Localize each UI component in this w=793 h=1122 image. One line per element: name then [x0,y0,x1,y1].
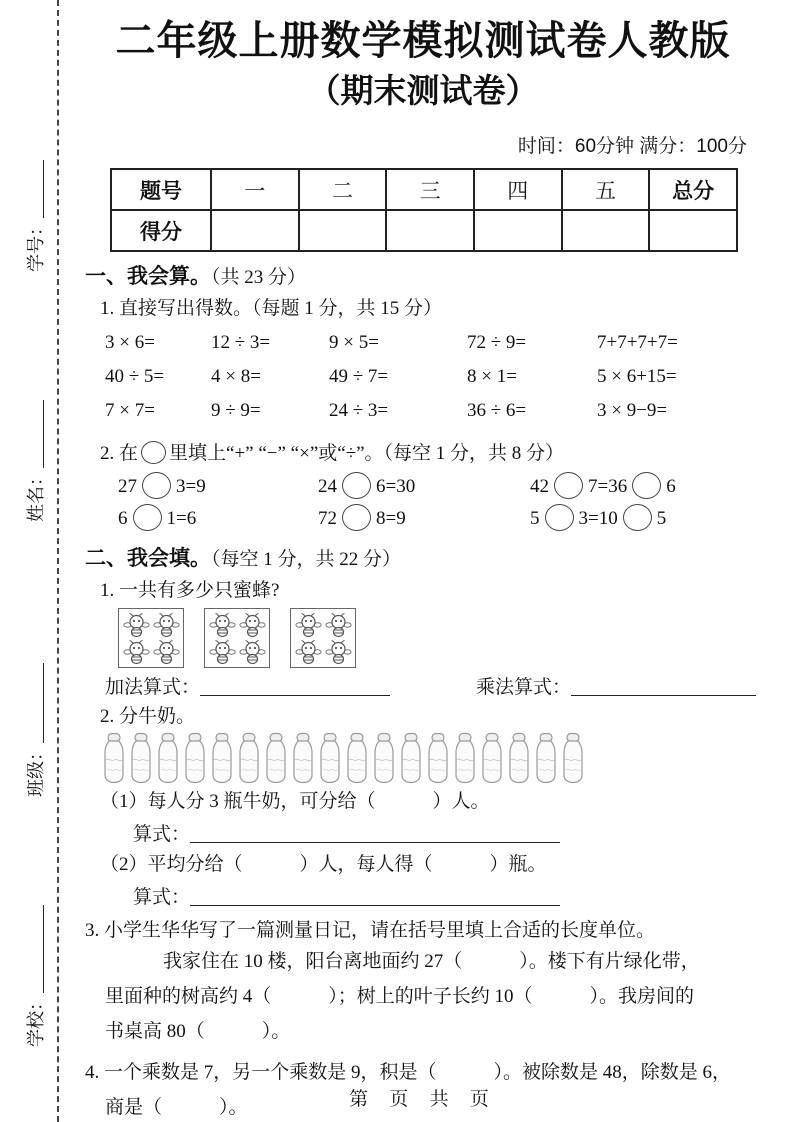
operator-circle-blank[interactable] [632,472,661,499]
math-problem[interactable]: 9 ÷ 9= [211,400,261,421]
operator-circle-blank[interactable] [545,504,574,531]
math-problem[interactable]: 9 × 5= [329,332,379,353]
score-table-score-row [111,210,737,251]
milk-bottle-icon [398,732,424,784]
score-header-5: 五 [562,169,650,210]
name-blank[interactable] [28,400,44,468]
operator-circle-blank[interactable] [342,504,371,531]
page-title: 二年级上册数学模拟测试卷人教版 [115,19,731,63]
fill-operator-equation: 6 1=6 [118,504,318,534]
sidebar-field-school [22,905,48,1047]
milk-bottle-icon [371,732,397,784]
math-problem[interactable]: 72 ÷ 9= [467,332,527,353]
exam-time-score-info: 时间：60分钟 满分：100分 [517,136,747,157]
s1-q2-label-pre: 2. 在 [100,443,139,464]
math-problem[interactable]: 36 ÷ 6= [467,400,527,421]
s1-q2-label-post: 里填上“+” “−” “×”或“÷”。（每空 1 分，共 8 分） [169,443,565,464]
multiplication-answer-line[interactable] [571,679,756,696]
milk-bottle-icon [290,732,316,784]
milk-bottle-icon [506,732,532,784]
math-problem[interactable]: 3 × 9−9= [597,400,668,421]
class-blank[interactable] [28,663,44,743]
formula-label: 算式： [133,887,191,908]
bee-icon [295,612,322,638]
bee-box [118,608,184,668]
score-header-2: 二 [299,169,387,210]
page-footer: 第 页 共 页 [349,1089,497,1110]
milk-bottle-icon [425,732,451,784]
bee-icon [209,612,236,638]
bee-box [204,608,270,668]
problems-grid [105,326,761,428]
math-problem[interactable]: 3 × 6= [105,332,155,353]
page-subtitle: （期末测试卷） [307,72,539,109]
class-label: 班级： [26,743,46,797]
s2-q3-label: 3. 小学生华华写了一篇测量日记，请在括号里填上合适的长度单位。 [85,920,656,941]
milk-bottle-icon [533,732,559,784]
q4-line-1: 4. 一个乘数是 7，另一个乘数是 9，积是（ ）。被除数是 48，除数是 6， [85,1062,732,1083]
math-problem[interactable]: 7+7+7+7= [597,332,678,353]
fill-operator-equation: 5 3=10 5 [530,504,761,534]
bee-icon [123,639,150,665]
score-cell[interactable] [474,210,562,251]
operator-circle-blank[interactable] [623,504,652,531]
q3-line-3: 书桌高 80（ ）。 [105,1021,291,1042]
milk-bottle-icon [479,732,505,784]
fold-dashed-line [57,0,59,1122]
math-problem[interactable]: 5 × 6+15= [597,366,677,387]
bee-icon [239,639,266,665]
fill-operator-equation: 24 6=30 [318,472,530,502]
s2-q1-label: 1. 一共有多少只蜜蜂? [100,580,280,601]
sidebar-field-name [22,400,48,522]
milk-bottle-icon [344,732,370,784]
operator-circle-icon [141,441,166,464]
formula-line-2 [133,886,761,910]
s2-q2-label: 2. 分牛奶。 [100,706,196,727]
sidebar-field-class [22,663,48,797]
math-problem[interactable]: 24 ÷ 3= [329,400,389,421]
addition-answer-line[interactable] [200,679,390,696]
addition-formula-label: 加法算式： [105,677,201,698]
bee-icon [153,612,180,638]
section1-heading-row [85,262,761,292]
score-row-label: 得分 [111,210,211,251]
milk-bottle-icon [209,732,235,784]
student-number-blank[interactable] [28,160,44,218]
bee-icon [295,639,322,665]
milk-bottle-icon [128,732,154,784]
formula-line-1 [133,823,761,847]
milk-bottle-icon [236,732,262,784]
bee-box [290,608,356,668]
milk-bottle-icon [560,732,586,784]
s1-q2-label [100,438,761,470]
section2-note: （每空 1 分，共 22 分） [211,549,402,570]
name-label: 姓名： [26,468,46,522]
score-header-total: 总分 [649,169,737,210]
fill-operator-equation: 27 3=9 [118,472,318,502]
bee-icon [123,612,150,638]
score-cell[interactable] [562,210,650,251]
section1-heading: 一、我会算。 [85,265,211,288]
q4-line-2: 商是（ ）。 [105,1097,248,1118]
fill-operator-equation: 42 7=36 6 [530,472,761,502]
score-header-1: 一 [211,169,299,210]
score-header-4: 四 [474,169,562,210]
school-blank[interactable] [28,905,44,993]
formula-answer-line-1[interactable] [190,826,560,843]
section2-heading-row [85,544,761,574]
bee-icon [239,612,266,638]
math-problem[interactable]: 4 × 8= [211,366,261,387]
s2-q2-sub1: （1）每人分 3 瓶牛奶，可分给（ ）人。 [100,791,490,812]
paper-content [85,0,761,1122]
score-table-header-row [111,169,737,210]
s1-q1-label: 1. 直接写出得数。（每题 1 分，共 15 分） [100,298,443,319]
score-header-question-number: 题号 [111,169,211,210]
operator-circle-blank[interactable] [133,504,162,531]
bottles-row [101,732,761,784]
bee-boxes [118,608,761,668]
bee-icon [325,639,352,665]
score-cell[interactable] [649,210,737,251]
milk-bottle-icon [263,732,289,784]
multiplication-formula-label: 乘法算式： [476,677,572,698]
bee-icon [325,612,352,638]
score-header-3: 三 [386,169,474,210]
score-cell[interactable] [386,210,474,251]
formula-label: 算式： [133,824,191,845]
math-problem[interactable]: 8 × 1= [467,366,517,387]
operator-circle-blank[interactable] [342,472,371,499]
s2-q2-sub2: （2）平均分给（ ）人，每人得（ ）瓶。 [100,854,547,875]
operator-circle-blank[interactable] [554,472,583,499]
sidebar-field-student-number [22,160,48,272]
milk-bottle-icon [101,732,127,784]
math-problem[interactable]: 7 × 7= [105,400,155,421]
equations-grid [118,472,761,534]
milk-bottle-icon [182,732,208,784]
operator-circle-blank[interactable] [142,472,171,499]
score-cell[interactable] [211,210,299,251]
math-problem[interactable]: 12 ÷ 3= [211,332,271,353]
q3-line-1: 我家住在 10 楼，阳台离地面约 27（ ）。楼下有片绿化带， [163,951,700,972]
milk-bottle-icon [317,732,343,784]
section1-note: （共 23 分） [211,267,307,288]
q3-line-2: 里面种的树高约 4（ ）；树上的叶子长约 10（ ）。我房间的 [105,986,695,1007]
math-problem[interactable]: 40 ÷ 5= [105,366,165,387]
fill-operator-equation: 72 8=9 [318,504,530,534]
score-table [110,168,738,252]
s2-q3-paragraph [105,944,757,1049]
score-cell[interactable] [299,210,387,251]
formula-answer-line-2[interactable] [190,889,560,906]
bee-icon [153,639,180,665]
milk-bottle-icon [155,732,181,784]
student-number-label: 学号： [26,218,46,272]
section2-heading: 二、我会填。 [85,547,211,570]
math-problem[interactable]: 49 ÷ 7= [329,366,389,387]
school-label: 学校： [26,993,46,1047]
formula-row [105,676,761,700]
bee-icon [209,639,236,665]
milk-bottle-icon [452,732,478,784]
